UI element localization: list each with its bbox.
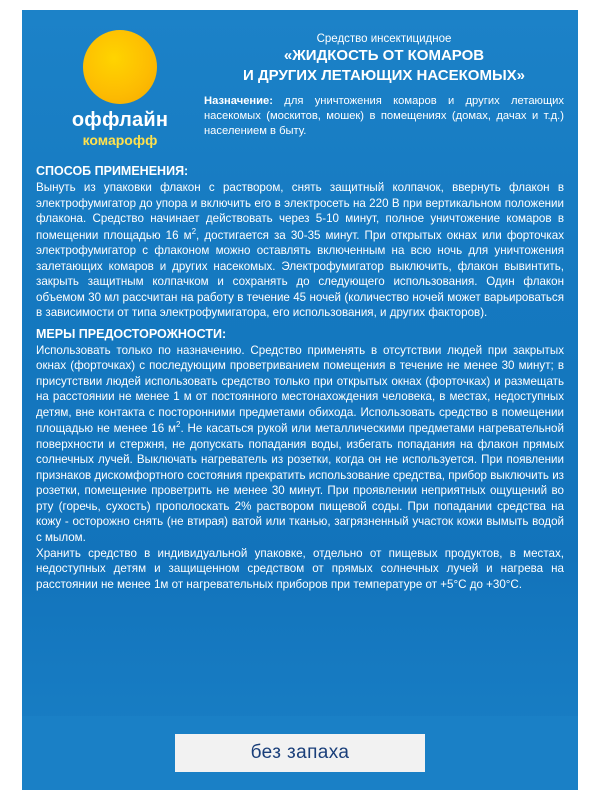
purpose-paragraph — [204, 94, 564, 138]
product-title-line2: И ДРУГИХ ЛЕТАЮЩИХ НАСЕКОМЫХ» — [243, 66, 525, 84]
no-smell-badge: без запаха — [175, 734, 425, 772]
sun-icon — [83, 30, 157, 104]
product-kind: Средство инсектицидное — [316, 33, 452, 45]
usage-text-sup: 2 — [191, 226, 197, 236]
storage-text: Хранить средство в индивидуальной упаковке, отдельно от пищевых продуктов, в местах, недоступных детям и защищенном средством от прямых солнечных лучей и нагрева на расстоянии не менее 1м от нагревательных приборов при температуре от +5°С до +30°С. — [36, 546, 564, 591]
purpose-label: Назначение: — [204, 94, 273, 107]
brand-block — [36, 24, 204, 148]
usage-text-part1: Вынуть из упаковки флакон с раствором, снять защитный колпачок, ввернуть флакон в электрофумигатор до упора и включить его в электросеть на 220 В при вертикальном положении флакона. Средство начинает действовать через 5-10 минут, полное уничтожение комаров в помещении площадью 16 м — [36, 181, 564, 242]
precautions-section-title: МЕРЫ ПРЕДОСТОРОЖНОСТИ: — [36, 326, 227, 341]
label-content — [22, 154, 578, 592]
usage-section-title: СПОСОБ ПРИМЕНЕНИЯ: — [36, 164, 189, 179]
brand-subname: комарофф — [82, 132, 158, 148]
usage-section-text — [36, 180, 564, 321]
label-header — [22, 10, 578, 154]
label-footer — [22, 716, 578, 790]
precautions-text-part1: Использовать только по назначению. Средство применять в отсутствии людей при закрытых окнах (форточках) с последующим проветриванием помещения в течение не менее 30 минут; в присутствии людей использовать средство только при открытых окнах (форточках) и размещать на расстоянии не менее 1 м от постоянного местонахождения человека, в местах, недоступных детям, вне контакта с посторонними предметами обихода. Использовать средство в помещении площадью не менее 16 м — [36, 343, 564, 436]
purpose-text: для уничтожения комаров и других летающих насекомых (москитов, мошек) в помещениях (домах, дачах и т.д.) населением в быту. — [204, 94, 564, 137]
precautions-text-part2: . Не касаться рукой или металлическими предметами нагревательной поверхности и стержня, не допускать попадания воды, избегать попадания на флакон прямых солнечных лучей. Выключать нагреватель из розетки, когда он не используется. При появлении признаков дискомфортного состояния прекратить использование средства, прибор выключить из розетки, помещение проветрить не менее 30 минут. При проявлении неприятных ощущений во рту (горечь, сухость) прополоскать 2% раствором пищевой соды. При попадании средства на кожу - осторожно снять (не втирая) ватой или тканью, загрязненный участок кожи вымыть водой с мылом. — [36, 422, 564, 544]
product-title-line1: «ЖИДКОСТЬ ОТ КОМАРОВ — [283, 47, 485, 65]
usage-text-part2: , достигается за 30-35 минут. При открытых окнах или форточках электрофумигатор с флаконом можно оставлять включенным на всю ночь для уничтожения залетающих комаров и других насекомых. Электрофумигатор выключить, флакон вывинтить, закрыть защитным колпачком и сохранять до следующего использования. Один флакон объемом 30 мл рассчитан на работу в течение 45 ночей (количество ночей может варьироваться в зависимости от типа электрофумигатора, его использования, и других факторов). — [36, 228, 564, 320]
precautions-section-text — [36, 343, 564, 546]
precautions-text-sup: 2 — [176, 420, 181, 430]
product-label — [22, 10, 578, 790]
header-text-block — [204, 24, 564, 138]
brand-name: оффлайн — [71, 109, 169, 131]
